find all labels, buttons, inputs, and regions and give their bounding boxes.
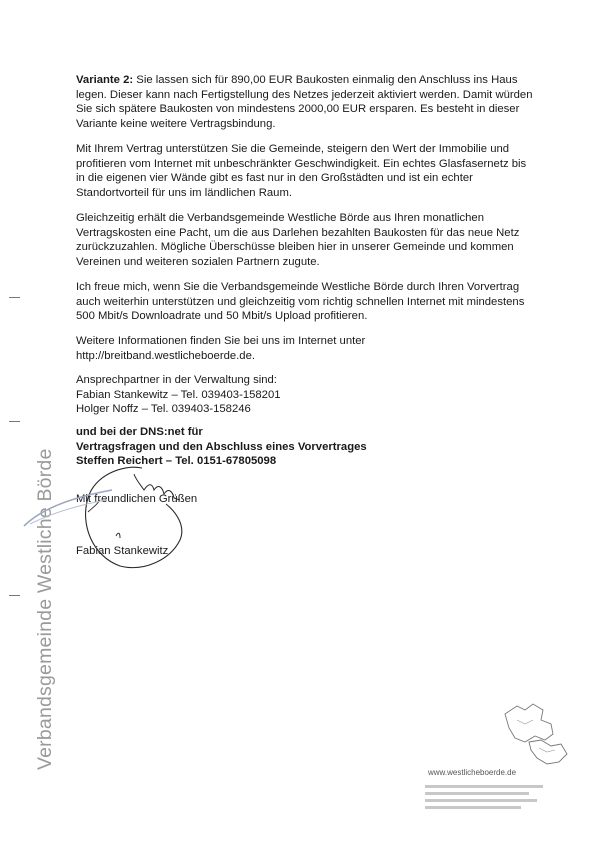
contact-person: Holger Noffz – Tel. 039403-158246 <box>76 403 251 415</box>
dns-line: Steffen Reichert – Tel. 0151-67805098 <box>76 455 277 467</box>
info-line: Weitere Informationen finden Sie bei uns im Internet unter <box>76 335 366 347</box>
paragraph-benefits <box>76 142 536 200</box>
variant-2-paragraph <box>76 73 536 131</box>
paragraph-support <box>76 280 536 324</box>
contact-person: Fabian Stankewitz – Tel. 039403-158201 <box>76 388 281 401</box>
info-url: http://breitband.westlicheboerde.de. <box>76 349 255 362</box>
info-paragraph <box>76 334 536 363</box>
variant-2-text: Sie lassen sich für 890,00 EUR Baukosten einmalig den Anschluss ins Haus legen. Dieser kann nach Fertigstellung des Netzes jederzeit aktiviert werden. Damit würden Sie sich spätere Baukosten von mindestens 2000,00 EUR ersparen. Es besteht in dieser Variante keine weitere Vertragsbindung. <box>76 74 533 130</box>
paragraph-text: Gleichzeitig erhält die Verbandsgemeinde Westliche Börde aus Ihren monatlichen Vertragskosten eine Pacht, um die aus Darlehen bezahlten Baukosten für das neue Netz zurückzuzahlen. Mögliche Überschüsse bleiben hier in unserer Gemeinde und kommen Vereinen und weiteren sozialen Partnern zugute. <box>76 212 520 268</box>
organisation-name-vertical: Verbandsgemeinde Westliche Börde <box>34 448 56 770</box>
fold-mark <box>9 421 20 422</box>
region-map-icon <box>495 700 573 770</box>
footer-website: www.westlicheboerde.de <box>428 768 517 777</box>
variant-2-label: Variante 2: <box>76 74 134 86</box>
dns-line: Vertragsfragen und den Abschluss eines Vorvertrages <box>76 440 367 453</box>
logo-swirl-icon <box>20 480 120 530</box>
dns-line: und bei der DNS:net für <box>76 426 203 438</box>
contacts-block <box>76 373 536 417</box>
fold-mark <box>9 595 20 596</box>
paragraph-lease <box>76 211 536 269</box>
footer-address-block <box>425 785 545 813</box>
signer-name-text: Fabian Stankewitz <box>76 545 169 557</box>
contacts-heading: Ansprechpartner in der Verwaltung sind: <box>76 374 277 386</box>
fold-mark <box>9 297 20 298</box>
greeting-text: Mit freundlichen Grüßen <box>76 493 198 505</box>
paragraph-text: Ich freue mich, wenn Sie die Verbandsgemeinde Westliche Börde durch Ihren Vorvertrag auch weiterhin unterstützen und gleichzeitig vom richtig schnellen Internet mit mindestens 500 Mbit/s Downloadrate und 50 Mbit/s Upload profitieren. <box>76 281 525 322</box>
paragraph-text: Mit Ihrem Vertrag unterstützen Sie die Gemeinde, steigern den Wert der Immobilie und profitieren vom Internet mit unbeschränkter Geschwindigkeit. Ein echtes Glasfasernetz bis in die eigenen vier Wände gibt es fast nur in den Großstädten und ist ein echter Standortvorteil für uns im ländlichen Raum. <box>76 143 527 199</box>
